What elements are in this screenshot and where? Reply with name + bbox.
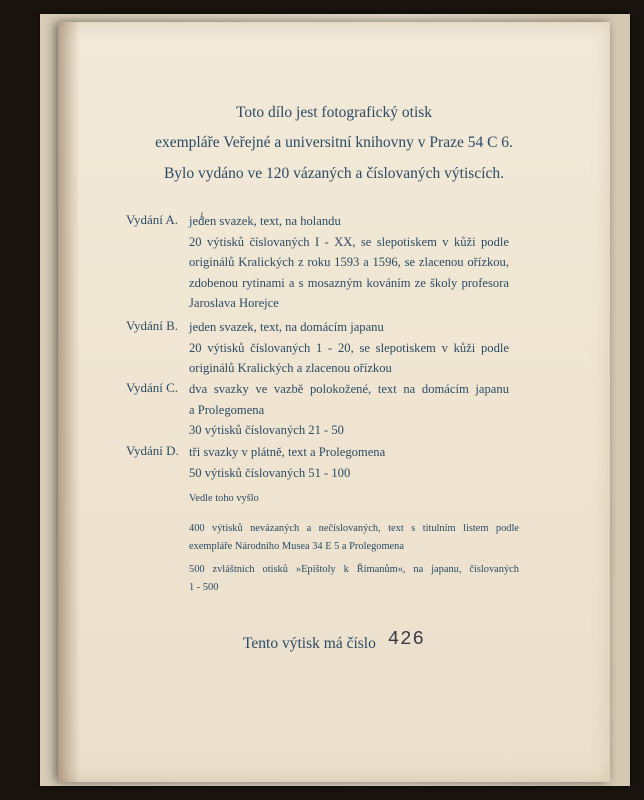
edition-a-line-4: zdobenou rytinami a s mosazným kováním ze školy profesora — [189, 275, 509, 290]
extra-block-1 — [189, 520, 519, 556]
edition-a-line-2: 20 výtisků číslovaných I - XX, se slepotiskem v kůži podle — [189, 234, 509, 249]
edition-c-line-3: 30 výtisků číslovaných 21 - 50 — [189, 423, 344, 438]
copy-number-line — [58, 628, 610, 654]
edition-c-text — [189, 379, 509, 441]
extra-block-1-line-1: 400 výtisků nevázaných a nečíslovaných, text s titulním listem podle — [189, 523, 519, 534]
edition-c-line-1: dva svazky ve vazbě polokožené, text na domácím japanu — [189, 382, 509, 396]
edition-d-label: Vydání D. — [126, 443, 179, 458]
edition-d-line-1: tři svazky v plátně, text a Prolegomena — [189, 445, 386, 459]
extra-intro: Vedle toho vyšlo — [189, 493, 259, 504]
edition-b-line-1: jeden svazek, text, na domácím japanu — [189, 320, 384, 334]
edition-b-text — [189, 317, 509, 379]
edition-c-line-2: a Prolegomena — [189, 402, 265, 417]
extra-block-2 — [189, 561, 519, 597]
header-line-2: exempláře Veřejné a universitní knihovny v Praze 54 C 6. — [155, 134, 513, 151]
extra-block-2-line-1: 500 zvláštních otisků »Epištoly k Římanům«, na japanu, číslovaných — [189, 564, 519, 575]
edition-d-line-2: 50 výtisků číslovaných 51 - 100 — [189, 465, 351, 480]
edition-a-line-1: jeden svazek, text, na holandu — [189, 214, 341, 228]
copy-number-value: 426 — [387, 628, 425, 650]
document-page — [58, 22, 610, 782]
extra-block-2-line-2: 1 - 500 — [189, 582, 219, 593]
edition-a-label: Vydání A. — [126, 212, 178, 227]
edition-a-text — [189, 211, 509, 314]
edition-d-text — [189, 442, 509, 483]
header-line-1: Toto dílo jest fotografický otisk — [235, 104, 433, 121]
edition-c-label: Vydání C. — [126, 380, 178, 395]
edition-a-line-3: originálů Kralických z roku 1593 a 1596, se zlacenou ořízkou, — [189, 255, 509, 270]
edition-b-line-2: 20 výtisků číslovaných 1 - 20, se slepotiskem v kůži podle — [189, 340, 509, 355]
edition-a-line-5: Jaroslava Horejce — [189, 296, 279, 311]
extra-block-1-line-2: exempláře Národního Musea 34 E 5 a Prolegomena — [189, 541, 404, 552]
header-line-3: Bylo vydáno ve 120 vázaných a číslovaných výtiscích. — [163, 165, 505, 182]
edition-b-label: Vydání B. — [126, 318, 178, 333]
edition-b-line-3: originálů Kralických a zlacenou ořízkou — [189, 361, 392, 376]
copy-number-label: Tento výtisk má číslo — [243, 635, 376, 652]
